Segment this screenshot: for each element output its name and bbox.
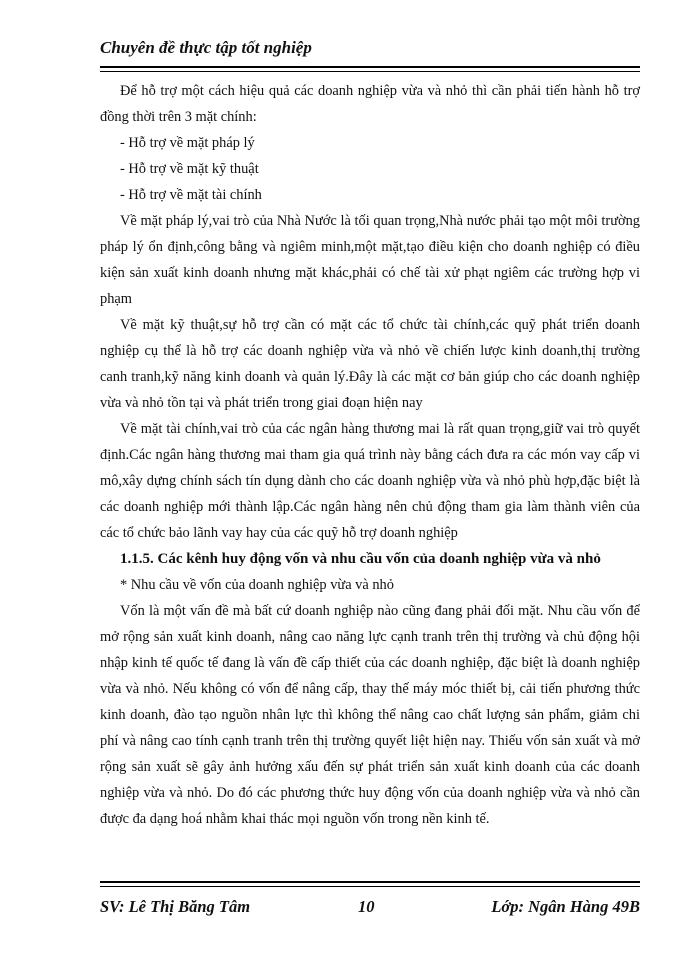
page-footer <box>100 897 640 921</box>
list-item-financial: - Hỗ trợ về mặt tài chính <box>120 187 262 203</box>
intro-paragraph: Để hỗ trợ một cách hiệu quả các doanh nghiệp vừa và nhỏ thì cần phải tiến hành hỗ trợ đồng thời trên 3 mặt chính: <box>100 83 640 125</box>
footer-divider <box>100 881 640 887</box>
footer-student-name: SV: Lê Thị Băng Tâm <box>100 897 251 916</box>
list-item-legal: - Hỗ trợ về mặt pháp lý <box>120 135 255 151</box>
legal-paragraph: Về mặt pháp lý,vai trò của Nhà Nước là tối quan trọng,Nhà nước phải tạo một môi trường pháp lý ổn định,công bằng và ngiêm minh,một mặt,tạo điều kiện cho doanh nghiệp có điều kiện sản xuất kinh doanh nhưng mặt khác,phải có chế tài xử phạt ngiêm các trường hợp vi phạm <box>100 213 640 307</box>
page-number: 10 <box>358 897 375 916</box>
page-header-title: Chuyên đề thực tập tốt nghiệp <box>100 38 312 57</box>
subsection-label: * Nhu cầu về vốn của doanh nghiệp vừa và nhỏ <box>120 577 394 593</box>
list-item-technical: - Hỗ trợ về mặt kỹ thuật <box>120 161 259 177</box>
financial-paragraph: Về mặt tài chính,vai trò của các ngân hàng thương mai là rất quan trọng,giữ vai trò quyết định.Các ngân hàng thương mai tham gia quá trình này bằng cách đưa ra các món vay cấp vi mô,xây dựng chính sách tín dụng dành cho các doanh nghiệp vừa và nhỏ phù hợp,đặc biệt là các doanh nghiệp mới thành lập.Các ngân hàng nên chủ động tham gia làm thành viên của các tổ chức bảo lãnh vay hay của các quỹ hỗ trợ doanh nghiệp <box>100 421 640 541</box>
document-body <box>100 78 640 832</box>
technical-paragraph: Về mặt kỹ thuật,sự hỗ trợ cần có mặt các tổ chức tài chính,các quỹ phát triển doanh nghiệp cụ thể là hỗ trợ các doanh nghiệp vừa và nhỏ về chiến lược kinh doanh,thị trường canh tranh,kỹ năng kinh doanh và quản lý.Đây là các mặt cơ bản giúp cho các doanh nghiệp vừa và nhỏ tồn tại và phát triển trong giai đoạn hiện nay <box>100 317 640 411</box>
capital-paragraph: Vốn là một vấn đề mà bất cứ doanh nghiệp nào cũng đang phải đối mặt. Nhu cầu vốn để mở rộng sản xuất kinh doanh, nâng cao năng lực cạnh tranh trên thị trường và chủ động hội nhập kinh tế quốc tế đang là vấn đề cấp thiết của các doanh nghiệp, đặc biệt là doanh nghiệp vừa và nhỏ. Nếu không có vốn để nâng cấp, thay thế máy móc thiết bị, cải tiến phương thức kinh doanh, đào tạo nguồn nhân lực thì không thể nâng cao chất lượng sản phẩm, giảm chi phí và nâng cao tính cạnh tranh trên thị trường quyết liệt hiện nay. Thiếu vốn sản xuất và mở rộng sản xuất sẽ gây ảnh hưởng xấu đến sự phát triển sản xuất kinh doanh của các doanh nghiệp vừa và nhỏ. Do đó các phương thức huy động vốn của doanh nghiệp vừa và nhỏ cần được đa dạng hoá nhằm khai thác mọi nguồn vốn trong nền kinh tế. <box>100 603 640 827</box>
section-heading: 1.1.5. Các kênh huy động vốn và nhu cầu vốn của doanh nghiệp vừa và nhỏ <box>120 551 601 567</box>
footer-class-name: Lớp: Ngân Hàng 49B <box>491 897 640 916</box>
header-divider <box>100 66 640 72</box>
